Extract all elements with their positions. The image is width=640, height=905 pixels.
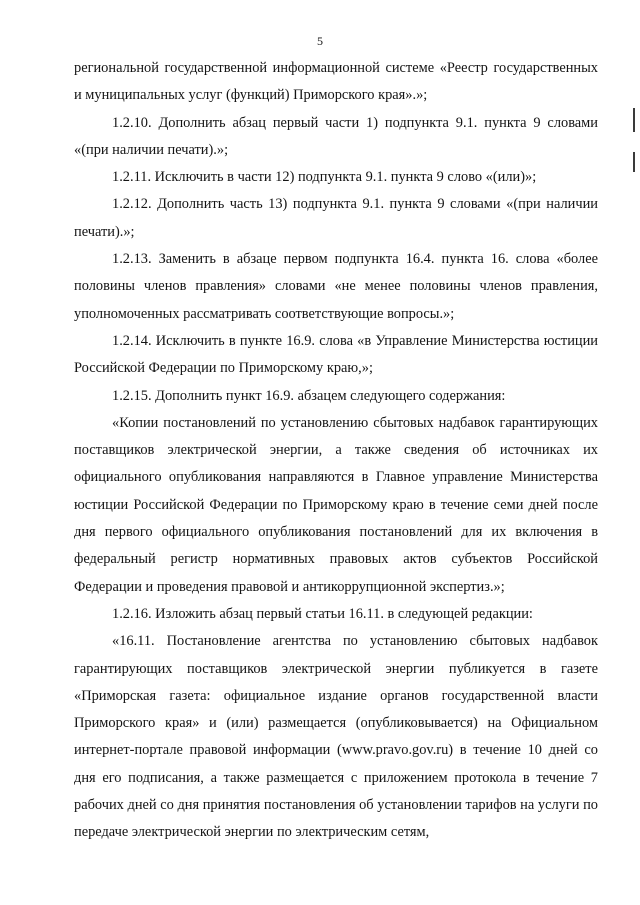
paragraph-quoted-16-11: «16.11. Постановление агентства по установлению сбытовых надбавок гарантирующих поставщиков электрической энергии публикуется в газете «Приморская газета: официальное издание органов государственной власти Приморского края» и (или) размещается (опубликовывается) на Официальном интернет-портале правовой информации (www.pravo.gov.ru) в течение 10 дней со дня его подписания, а также размещается с приложением протокола в течение 7 рабочих дней со дня принятия постановления об установлении тарифов на услуги по передаче электрической энергии по электрическим сетям,	[74, 633, 598, 841]
paragraph-1-2-11: 1.2.11. Исключить в части 12) подпункта 9.1. пункта 9 слово «(или)»;	[112, 169, 537, 186]
paragraph-1-2-15: 1.2.15. Дополнить пункт 16.9. абзацем следующего содержания:	[112, 387, 506, 404]
paragraph-1-2-14: 1.2.14. Исключить в пункте 16.9. слова «в Управление Министерства юстиции Российской Федерации по Приморскому краю,»;	[74, 332, 598, 377]
scan-edge-mark	[633, 152, 635, 172]
paragraph-1-2-13: 1.2.13. Заменить в абзаце первом подпункта 16.4. пункта 16. слова «более половины членов правления» словами «не менее половины членов правления, уполномоченных рассматривать соответствующие вопросы.»;	[74, 251, 598, 322]
paragraph-1-2-12: 1.2.12. Дополнить часть 13) подпункта 9.1. пункта 9 словами «(при наличии печати).»;	[74, 196, 598, 240]
page-number: 5	[317, 34, 323, 48]
paragraph-continuation: региональной государственной информационной системе «Реестр государственных и муниципальных услуг (функций) Приморского края».»;	[74, 60, 598, 104]
scan-edge-mark	[633, 108, 635, 132]
paragraph-quoted-copies: «Копии постановлений по установлению сбытовых надбавок гарантирующих поставщиков электрической энергии, а также сведения об источниках их официального опубликования направляются в Главное управление Министерства юстиции Российской Федерации по Приморскому краю в течение семи дней после дня первого официального опубликования постановлений для их включения в федеральный регистр нормативных правовых актов субъектов Российской Федерации и проведения правовой и антикоррупционной экспертиз.»;	[74, 414, 598, 595]
paragraph-1-2-10: 1.2.10. Дополнить абзац первый части 1) подпункта 9.1. пункта 9 словами «(при наличии печати).»;	[74, 114, 598, 158]
paragraph-1-2-16: 1.2.16. Изложить абзац первый статьи 16.11. в следующей редакции:	[112, 605, 533, 622]
document-body	[74, 55, 598, 847]
